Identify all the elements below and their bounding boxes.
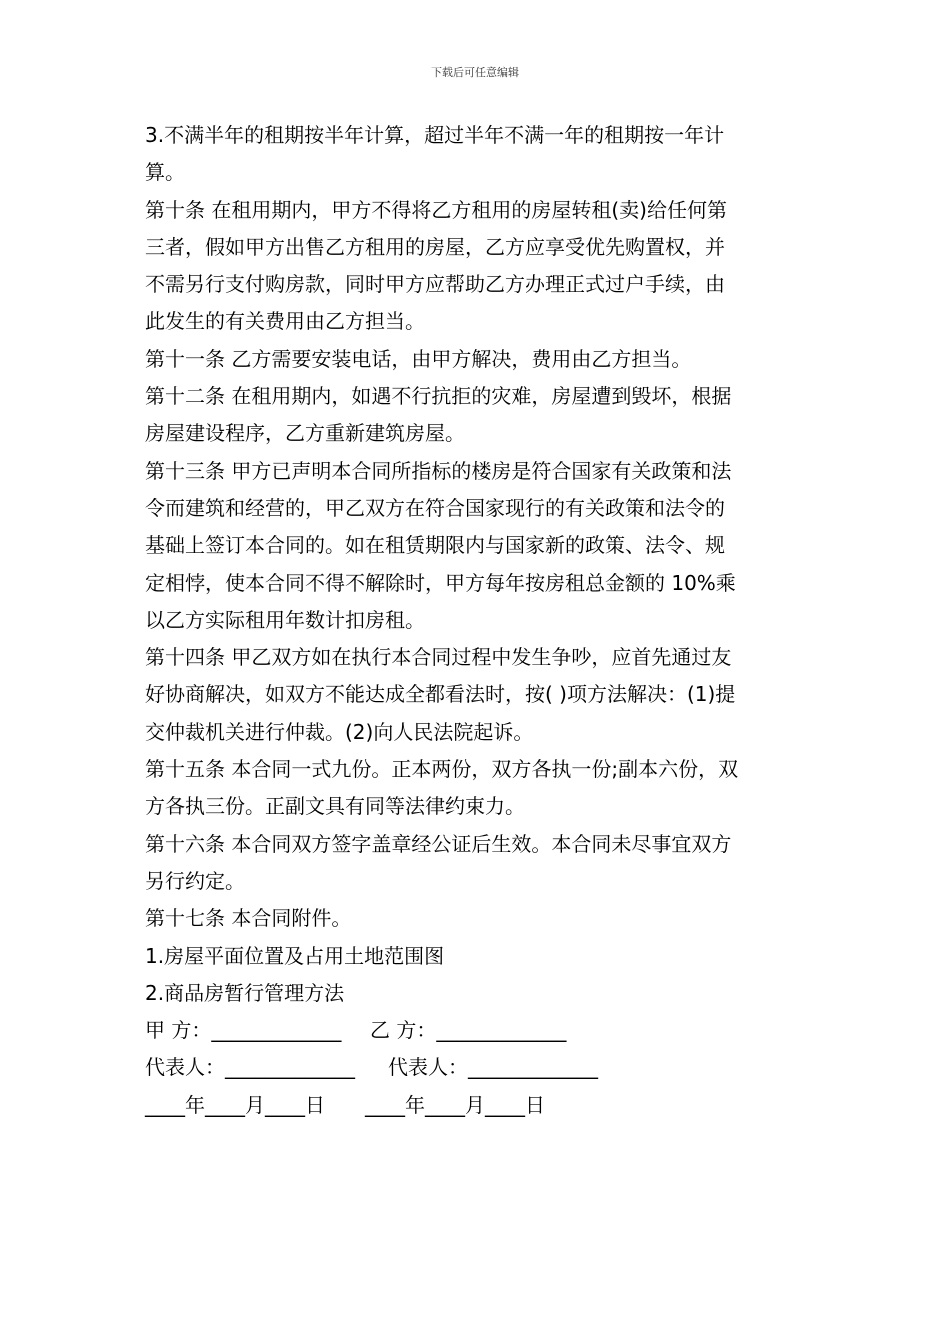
party-b-date-field: ____年____月____日 <box>365 1092 545 1117</box>
signature-row-representatives <box>145 1049 810 1086</box>
contract-line: 方各执三份。正副文具有同等法律约束力。 <box>145 794 525 819</box>
contract-line: 好协商解决，如双方不能达成全都看法时，按( )项方法解决：(1)提 <box>145 682 736 707</box>
contract-line: 第十七条 本合同附件。 <box>145 906 352 931</box>
contract-line: 第十条 在租用期内，甲方不得将乙方租用的房屋转租(卖)给任何第 <box>145 197 727 222</box>
contract-line: 不需另行支付购房款，同时甲方应帮助乙方办理正式过户手续，由 <box>145 272 725 297</box>
party-b-representative-field: 代表人：_____________ <box>388 1055 598 1080</box>
contract-line: 定相悖，使本合同不得不解除时，甲方每年按房租总金额的 10%乘 <box>145 570 736 595</box>
signature-row-parties <box>145 1012 810 1049</box>
contract-line: 三者，假如甲方出售乙方租用的房屋，乙方应享受优先购置权，并 <box>145 234 725 259</box>
contract-line: 第十六条 本合同双方签字盖章经公证后生效。本合同未尽事宜双方 <box>145 831 732 856</box>
signature-row-dates <box>145 1087 810 1124</box>
contract-line: 房屋建设程序，乙方重新建筑房屋。 <box>145 421 465 446</box>
contract-line: 第十四条 甲乙双方如在执行本合同过程中发生争吵，应首先通过友 <box>145 645 732 670</box>
contract-line: 2.商品房暂行管理方法 <box>145 980 345 1005</box>
party-a-date-field: ____年____月____日 <box>145 1092 325 1117</box>
contract-line: 第十二条 在租用期内，如遇不行抗拒的灾难，房屋遭到毁坏，根据 <box>145 384 732 409</box>
contract-line: 3.不满半年的租期按半年计算，超过半年不满一年的租期按一年计 <box>145 123 725 147</box>
contract-line: 以乙方实际租用年数计扣房租。 <box>145 607 425 632</box>
contract-body <box>145 117 810 1124</box>
contract-line: 另行约定。 <box>145 868 245 893</box>
page-header-note: 下载后可任意编辑 <box>431 66 519 79</box>
contract-line: 第十五条 本合同一式九份。正本两份，双方各执一份;副本六份，双 <box>145 757 739 782</box>
contract-line: 第十一条 乙方需要安装电话，由甲方解决，费用由乙方担当。 <box>145 346 692 371</box>
party-a-signature-field: 甲 方：_____________ <box>145 1018 342 1043</box>
contract-line: 此发生的有关费用由乙方担当。 <box>145 309 425 334</box>
contract-line: 第十三条 甲方已声明本合同所指标的楼房是符合国家有关政策和法 <box>145 458 732 483</box>
contract-line: 交仲裁机关进行仲裁。(2)向人民法院起诉。 <box>145 719 534 744</box>
contract-line: 基础上签订本合同的。如在租赁期限内与国家新的政策、法令、规 <box>145 533 725 558</box>
contract-line: 算。 <box>145 160 185 185</box>
contract-line: 令而建筑和经营的，甲乙双方在符合国家现行的有关政策和法令的 <box>145 495 725 520</box>
contract-line: 1.房屋平面位置及占用土地范围图 <box>145 943 445 968</box>
party-b-signature-field: 乙 方：_____________ <box>370 1018 567 1043</box>
party-a-representative-field: 代表人：_____________ <box>145 1055 355 1080</box>
